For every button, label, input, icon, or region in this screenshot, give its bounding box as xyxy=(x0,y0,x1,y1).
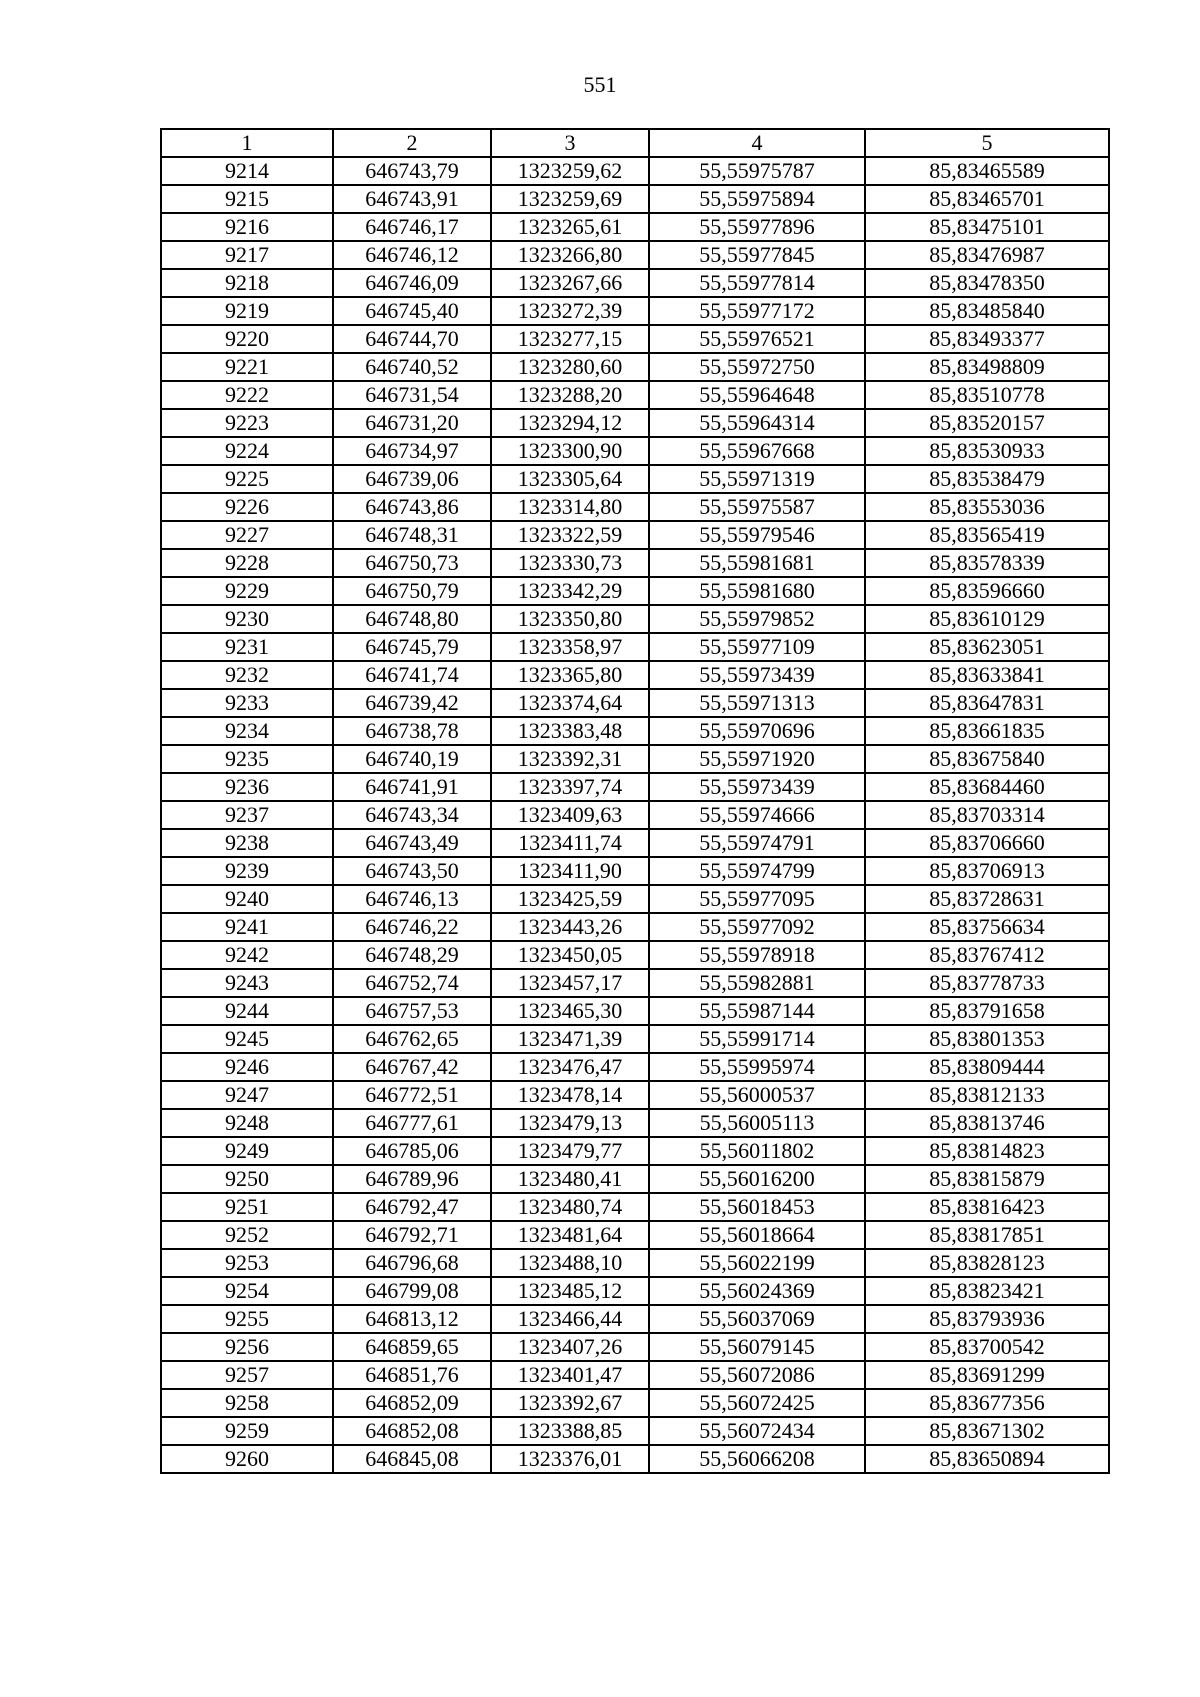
latitude-cell: 55,55982881 xyxy=(649,969,865,997)
table-row xyxy=(161,773,1109,801)
longitude-cell: 85,83647831 xyxy=(865,689,1109,717)
table-row xyxy=(161,213,1109,241)
point-number-cell: 9245 xyxy=(161,1025,333,1053)
point-number-cell: 9214 xyxy=(161,157,333,185)
y-coordinate-cell: 1323265,61 xyxy=(491,213,649,241)
point-number-cell: 9255 xyxy=(161,1305,333,1333)
column-header-4: 4 xyxy=(649,129,865,157)
longitude-cell: 85,83809444 xyxy=(865,1053,1109,1081)
longitude-cell: 85,83633841 xyxy=(865,661,1109,689)
latitude-cell: 55,55971319 xyxy=(649,465,865,493)
table-row xyxy=(161,829,1109,857)
y-coordinate-cell: 1323479,13 xyxy=(491,1109,649,1137)
table-row xyxy=(161,297,1109,325)
point-number-cell: 9220 xyxy=(161,325,333,353)
longitude-cell: 85,83553036 xyxy=(865,493,1109,521)
x-coordinate-cell: 646792,71 xyxy=(333,1221,491,1249)
latitude-cell: 55,55995974 xyxy=(649,1053,865,1081)
longitude-cell: 85,83610129 xyxy=(865,605,1109,633)
latitude-cell: 55,55971920 xyxy=(649,745,865,773)
y-coordinate-cell: 1323300,90 xyxy=(491,437,649,465)
point-number-cell: 9219 xyxy=(161,297,333,325)
point-number-cell: 9253 xyxy=(161,1249,333,1277)
x-coordinate-cell: 646772,51 xyxy=(333,1081,491,1109)
latitude-cell: 55,56024369 xyxy=(649,1277,865,1305)
point-number-cell: 9216 xyxy=(161,213,333,241)
y-coordinate-cell: 1323392,67 xyxy=(491,1389,649,1417)
latitude-cell: 55,55977095 xyxy=(649,885,865,913)
y-coordinate-cell: 1323471,39 xyxy=(491,1025,649,1053)
longitude-cell: 85,83485840 xyxy=(865,297,1109,325)
latitude-cell: 55,56022199 xyxy=(649,1249,865,1277)
latitude-cell: 55,55991714 xyxy=(649,1025,865,1053)
table-row xyxy=(161,969,1109,997)
x-coordinate-cell: 646748,31 xyxy=(333,521,491,549)
latitude-cell: 55,55977172 xyxy=(649,297,865,325)
latitude-cell: 55,55975587 xyxy=(649,493,865,521)
table-row xyxy=(161,1165,1109,1193)
latitude-cell: 55,55973439 xyxy=(649,773,865,801)
longitude-cell: 85,83596660 xyxy=(865,577,1109,605)
latitude-cell: 55,55979546 xyxy=(649,521,865,549)
point-number-cell: 9239 xyxy=(161,857,333,885)
y-coordinate-cell: 1323277,15 xyxy=(491,325,649,353)
x-coordinate-cell: 646731,54 xyxy=(333,381,491,409)
x-coordinate-cell: 646746,09 xyxy=(333,269,491,297)
point-number-cell: 9221 xyxy=(161,353,333,381)
table-row xyxy=(161,1305,1109,1333)
y-coordinate-cell: 1323288,20 xyxy=(491,381,649,409)
latitude-cell: 55,56011802 xyxy=(649,1137,865,1165)
longitude-cell: 85,83538479 xyxy=(865,465,1109,493)
latitude-cell: 55,55979852 xyxy=(649,605,865,633)
x-coordinate-cell: 646740,19 xyxy=(333,745,491,773)
point-number-cell: 9233 xyxy=(161,689,333,717)
table-row xyxy=(161,913,1109,941)
latitude-cell: 55,56037069 xyxy=(649,1305,865,1333)
point-number-cell: 9235 xyxy=(161,745,333,773)
x-coordinate-cell: 646743,49 xyxy=(333,829,491,857)
y-coordinate-cell: 1323272,39 xyxy=(491,297,649,325)
latitude-cell: 55,55987144 xyxy=(649,997,865,1025)
latitude-cell: 55,55977896 xyxy=(649,213,865,241)
x-coordinate-cell: 646789,96 xyxy=(333,1165,491,1193)
table-row xyxy=(161,325,1109,353)
longitude-cell: 85,83703314 xyxy=(865,801,1109,829)
longitude-cell: 85,83728631 xyxy=(865,885,1109,913)
column-header-2: 2 xyxy=(333,129,491,157)
column-header-1: 1 xyxy=(161,129,333,157)
table-row xyxy=(161,885,1109,913)
longitude-cell: 85,83700542 xyxy=(865,1333,1109,1361)
point-number-cell: 9257 xyxy=(161,1361,333,1389)
y-coordinate-cell: 1323388,85 xyxy=(491,1417,649,1445)
x-coordinate-cell: 646734,97 xyxy=(333,437,491,465)
point-number-cell: 9226 xyxy=(161,493,333,521)
latitude-cell: 55,56079145 xyxy=(649,1333,865,1361)
point-number-cell: 9215 xyxy=(161,185,333,213)
latitude-cell: 55,56000537 xyxy=(649,1081,865,1109)
longitude-cell: 85,83812133 xyxy=(865,1081,1109,1109)
x-coordinate-cell: 646852,09 xyxy=(333,1389,491,1417)
y-coordinate-cell: 1323280,60 xyxy=(491,353,649,381)
y-coordinate-cell: 1323480,74 xyxy=(491,1193,649,1221)
latitude-cell: 55,55975894 xyxy=(649,185,865,213)
table-row xyxy=(161,381,1109,409)
longitude-cell: 85,83677356 xyxy=(865,1389,1109,1417)
y-coordinate-cell: 1323450,05 xyxy=(491,941,649,969)
x-coordinate-cell: 646745,40 xyxy=(333,297,491,325)
table-row xyxy=(161,409,1109,437)
point-number-cell: 9236 xyxy=(161,773,333,801)
y-coordinate-cell: 1323350,80 xyxy=(491,605,649,633)
point-number-cell: 9247 xyxy=(161,1081,333,1109)
x-coordinate-cell: 646740,52 xyxy=(333,353,491,381)
x-coordinate-cell: 646777,61 xyxy=(333,1109,491,1137)
y-coordinate-cell: 1323342,29 xyxy=(491,577,649,605)
point-number-cell: 9243 xyxy=(161,969,333,997)
point-number-cell: 9240 xyxy=(161,885,333,913)
point-number-cell: 9259 xyxy=(161,1417,333,1445)
latitude-cell: 55,56005113 xyxy=(649,1109,865,1137)
y-coordinate-cell: 1323322,59 xyxy=(491,521,649,549)
longitude-cell: 85,83817851 xyxy=(865,1221,1109,1249)
latitude-cell: 55,55970696 xyxy=(649,717,865,745)
latitude-cell: 55,56016200 xyxy=(649,1165,865,1193)
y-coordinate-cell: 1323374,64 xyxy=(491,689,649,717)
table-row xyxy=(161,1221,1109,1249)
y-coordinate-cell: 1323465,30 xyxy=(491,997,649,1025)
point-number-cell: 9246 xyxy=(161,1053,333,1081)
table-row xyxy=(161,997,1109,1025)
y-coordinate-cell: 1323314,80 xyxy=(491,493,649,521)
table-row xyxy=(161,1417,1109,1445)
longitude-cell: 85,83465701 xyxy=(865,185,1109,213)
table-row xyxy=(161,1109,1109,1137)
latitude-cell: 55,56072434 xyxy=(649,1417,865,1445)
x-coordinate-cell: 646792,47 xyxy=(333,1193,491,1221)
coordinates-table xyxy=(160,128,1110,1474)
y-coordinate-cell: 1323330,73 xyxy=(491,549,649,577)
page-number: 551 xyxy=(583,72,617,97)
latitude-cell: 55,55978918 xyxy=(649,941,865,969)
y-coordinate-cell: 1323305,64 xyxy=(491,465,649,493)
table-row xyxy=(161,577,1109,605)
x-coordinate-cell: 646762,65 xyxy=(333,1025,491,1053)
latitude-cell: 55,56066208 xyxy=(649,1445,865,1473)
x-coordinate-cell: 646785,06 xyxy=(333,1137,491,1165)
longitude-cell: 85,83498809 xyxy=(865,353,1109,381)
longitude-cell: 85,83793936 xyxy=(865,1305,1109,1333)
column-header-5: 5 xyxy=(865,129,1109,157)
x-coordinate-cell: 646746,13 xyxy=(333,885,491,913)
y-coordinate-cell: 1323425,59 xyxy=(491,885,649,913)
x-coordinate-cell: 646851,76 xyxy=(333,1361,491,1389)
y-coordinate-cell: 1323457,17 xyxy=(491,969,649,997)
table-row xyxy=(161,633,1109,661)
x-coordinate-cell: 646852,08 xyxy=(333,1417,491,1445)
y-coordinate-cell: 1323480,41 xyxy=(491,1165,649,1193)
table-row xyxy=(161,437,1109,465)
longitude-cell: 85,83815879 xyxy=(865,1165,1109,1193)
latitude-cell: 55,55974666 xyxy=(649,801,865,829)
latitude-cell: 55,55977109 xyxy=(649,633,865,661)
y-coordinate-cell: 1323481,64 xyxy=(491,1221,649,1249)
table-row xyxy=(161,689,1109,717)
table-row xyxy=(161,241,1109,269)
latitude-cell: 55,55972750 xyxy=(649,353,865,381)
x-coordinate-cell: 646741,91 xyxy=(333,773,491,801)
longitude-cell: 85,83706660 xyxy=(865,829,1109,857)
latitude-cell: 55,55974791 xyxy=(649,829,865,857)
table-row xyxy=(161,1081,1109,1109)
x-coordinate-cell: 646743,86 xyxy=(333,493,491,521)
x-coordinate-cell: 646745,79 xyxy=(333,633,491,661)
point-number-cell: 9256 xyxy=(161,1333,333,1361)
x-coordinate-cell: 646741,74 xyxy=(333,661,491,689)
table-row xyxy=(161,801,1109,829)
x-coordinate-cell: 646738,78 xyxy=(333,717,491,745)
x-coordinate-cell: 646845,08 xyxy=(333,1445,491,1473)
x-coordinate-cell: 646767,42 xyxy=(333,1053,491,1081)
longitude-cell: 85,83778733 xyxy=(865,969,1109,997)
latitude-cell: 55,56072086 xyxy=(649,1361,865,1389)
table-row xyxy=(161,185,1109,213)
table-row xyxy=(161,661,1109,689)
point-number-cell: 9225 xyxy=(161,465,333,493)
x-coordinate-cell: 646750,73 xyxy=(333,549,491,577)
x-coordinate-cell: 646743,34 xyxy=(333,801,491,829)
y-coordinate-cell: 1323485,12 xyxy=(491,1277,649,1305)
y-coordinate-cell: 1323392,31 xyxy=(491,745,649,773)
y-coordinate-cell: 1323266,80 xyxy=(491,241,649,269)
point-number-cell: 9232 xyxy=(161,661,333,689)
longitude-cell: 85,83465589 xyxy=(865,157,1109,185)
point-number-cell: 9229 xyxy=(161,577,333,605)
x-coordinate-cell: 646750,79 xyxy=(333,577,491,605)
longitude-cell: 85,83816423 xyxy=(865,1193,1109,1221)
y-coordinate-cell: 1323376,01 xyxy=(491,1445,649,1473)
longitude-cell: 85,83510778 xyxy=(865,381,1109,409)
y-coordinate-cell: 1323488,10 xyxy=(491,1249,649,1277)
longitude-cell: 85,83675840 xyxy=(865,745,1109,773)
longitude-cell: 85,83623051 xyxy=(865,633,1109,661)
longitude-cell: 85,83475101 xyxy=(865,213,1109,241)
longitude-cell: 85,83530933 xyxy=(865,437,1109,465)
point-number-cell: 9238 xyxy=(161,829,333,857)
point-number-cell: 9252 xyxy=(161,1221,333,1249)
latitude-cell: 55,55975787 xyxy=(649,157,865,185)
table-row xyxy=(161,1249,1109,1277)
x-coordinate-cell: 646746,17 xyxy=(333,213,491,241)
latitude-cell: 55,55967668 xyxy=(649,437,865,465)
latitude-cell: 55,55974799 xyxy=(649,857,865,885)
table-row xyxy=(161,1277,1109,1305)
longitude-cell: 85,83476987 xyxy=(865,241,1109,269)
point-number-cell: 9222 xyxy=(161,381,333,409)
longitude-cell: 85,83478350 xyxy=(865,269,1109,297)
point-number-cell: 9254 xyxy=(161,1277,333,1305)
latitude-cell: 55,55976521 xyxy=(649,325,865,353)
table-row xyxy=(161,521,1109,549)
longitude-cell: 85,83814823 xyxy=(865,1137,1109,1165)
latitude-cell: 55,55981681 xyxy=(649,549,865,577)
longitude-cell: 85,83691299 xyxy=(865,1361,1109,1389)
x-coordinate-cell: 646744,70 xyxy=(333,325,491,353)
latitude-cell: 55,55977845 xyxy=(649,241,865,269)
point-number-cell: 9218 xyxy=(161,269,333,297)
longitude-cell: 85,83493377 xyxy=(865,325,1109,353)
y-coordinate-cell: 1323401,47 xyxy=(491,1361,649,1389)
point-number-cell: 9249 xyxy=(161,1137,333,1165)
longitude-cell: 85,83671302 xyxy=(865,1417,1109,1445)
point-number-cell: 9224 xyxy=(161,437,333,465)
table-row xyxy=(161,745,1109,773)
table-row xyxy=(161,941,1109,969)
table-row xyxy=(161,605,1109,633)
y-coordinate-cell: 1323365,80 xyxy=(491,661,649,689)
x-coordinate-cell: 646746,12 xyxy=(333,241,491,269)
y-coordinate-cell: 1323478,14 xyxy=(491,1081,649,1109)
y-coordinate-cell: 1323476,47 xyxy=(491,1053,649,1081)
table-row xyxy=(161,1445,1109,1473)
longitude-cell: 85,83756634 xyxy=(865,913,1109,941)
point-number-cell: 9234 xyxy=(161,717,333,745)
point-number-cell: 9228 xyxy=(161,549,333,577)
table-row xyxy=(161,1389,1109,1417)
longitude-cell: 85,83684460 xyxy=(865,773,1109,801)
x-coordinate-cell: 646813,12 xyxy=(333,1305,491,1333)
latitude-cell: 55,55981680 xyxy=(649,577,865,605)
table-body xyxy=(161,129,1109,1473)
table-row xyxy=(161,1053,1109,1081)
y-coordinate-cell: 1323358,97 xyxy=(491,633,649,661)
longitude-cell: 85,83650894 xyxy=(865,1445,1109,1473)
table-row xyxy=(161,1333,1109,1361)
latitude-cell: 55,55977092 xyxy=(649,913,865,941)
latitude-cell: 55,56018664 xyxy=(649,1221,865,1249)
latitude-cell: 55,56072425 xyxy=(649,1389,865,1417)
column-header-3: 3 xyxy=(491,129,649,157)
longitude-cell: 85,83828123 xyxy=(865,1249,1109,1277)
point-number-cell: 9223 xyxy=(161,409,333,437)
longitude-cell: 85,83578339 xyxy=(865,549,1109,577)
longitude-cell: 85,83801353 xyxy=(865,1025,1109,1053)
table-row xyxy=(161,1193,1109,1221)
table-row xyxy=(161,493,1109,521)
latitude-cell: 55,55977814 xyxy=(649,269,865,297)
y-coordinate-cell: 1323259,69 xyxy=(491,185,649,213)
table-row xyxy=(161,1025,1109,1053)
x-coordinate-cell: 646799,08 xyxy=(333,1277,491,1305)
point-number-cell: 9260 xyxy=(161,1445,333,1473)
x-coordinate-cell: 646859,65 xyxy=(333,1333,491,1361)
latitude-cell: 55,55964314 xyxy=(649,409,865,437)
y-coordinate-cell: 1323407,26 xyxy=(491,1333,649,1361)
longitude-cell: 85,83706913 xyxy=(865,857,1109,885)
y-coordinate-cell: 1323411,90 xyxy=(491,857,649,885)
point-number-cell: 9241 xyxy=(161,913,333,941)
point-number-cell: 9217 xyxy=(161,241,333,269)
x-coordinate-cell: 646743,91 xyxy=(333,185,491,213)
x-coordinate-cell: 646748,80 xyxy=(333,605,491,633)
longitude-cell: 85,83767412 xyxy=(865,941,1109,969)
latitude-cell: 55,55973439 xyxy=(649,661,865,689)
y-coordinate-cell: 1323411,74 xyxy=(491,829,649,857)
y-coordinate-cell: 1323267,66 xyxy=(491,269,649,297)
point-number-cell: 9248 xyxy=(161,1109,333,1137)
y-coordinate-cell: 1323466,44 xyxy=(491,1305,649,1333)
table-row xyxy=(161,1361,1109,1389)
table-row xyxy=(161,353,1109,381)
point-number-cell: 9251 xyxy=(161,1193,333,1221)
x-coordinate-cell: 646752,74 xyxy=(333,969,491,997)
x-coordinate-cell: 646796,68 xyxy=(333,1249,491,1277)
y-coordinate-cell: 1323383,48 xyxy=(491,717,649,745)
longitude-cell: 85,83823421 xyxy=(865,1277,1109,1305)
y-coordinate-cell: 1323409,63 xyxy=(491,801,649,829)
longitude-cell: 85,83813746 xyxy=(865,1109,1109,1137)
longitude-cell: 85,83661835 xyxy=(865,717,1109,745)
table-row xyxy=(161,1137,1109,1165)
longitude-cell: 85,83791658 xyxy=(865,997,1109,1025)
point-number-cell: 9244 xyxy=(161,997,333,1025)
point-number-cell: 9250 xyxy=(161,1165,333,1193)
point-number-cell: 9230 xyxy=(161,605,333,633)
table-row xyxy=(161,269,1109,297)
y-coordinate-cell: 1323479,77 xyxy=(491,1137,649,1165)
x-coordinate-cell: 646739,06 xyxy=(333,465,491,493)
x-coordinate-cell: 646739,42 xyxy=(333,689,491,717)
x-coordinate-cell: 646743,50 xyxy=(333,857,491,885)
x-coordinate-cell: 646748,29 xyxy=(333,941,491,969)
y-coordinate-cell: 1323397,74 xyxy=(491,773,649,801)
point-number-cell: 9231 xyxy=(161,633,333,661)
point-number-cell: 9242 xyxy=(161,941,333,969)
latitude-cell: 55,55964648 xyxy=(649,381,865,409)
table-row xyxy=(161,465,1109,493)
table-row xyxy=(161,717,1109,745)
x-coordinate-cell: 646746,22 xyxy=(333,913,491,941)
table-row xyxy=(161,157,1109,185)
point-number-cell: 9258 xyxy=(161,1389,333,1417)
y-coordinate-cell: 1323259,62 xyxy=(491,157,649,185)
table-row xyxy=(161,857,1109,885)
point-number-cell: 9227 xyxy=(161,521,333,549)
point-number-cell: 9237 xyxy=(161,801,333,829)
y-coordinate-cell: 1323294,12 xyxy=(491,409,649,437)
latitude-cell: 55,56018453 xyxy=(649,1193,865,1221)
longitude-cell: 85,83520157 xyxy=(865,409,1109,437)
header-row xyxy=(161,129,1109,157)
latitude-cell: 55,55971313 xyxy=(649,689,865,717)
x-coordinate-cell: 646743,79 xyxy=(333,157,491,185)
x-coordinate-cell: 646731,20 xyxy=(333,409,491,437)
y-coordinate-cell: 1323443,26 xyxy=(491,913,649,941)
x-coordinate-cell: 646757,53 xyxy=(333,997,491,1025)
table-row xyxy=(161,549,1109,577)
longitude-cell: 85,83565419 xyxy=(865,521,1109,549)
